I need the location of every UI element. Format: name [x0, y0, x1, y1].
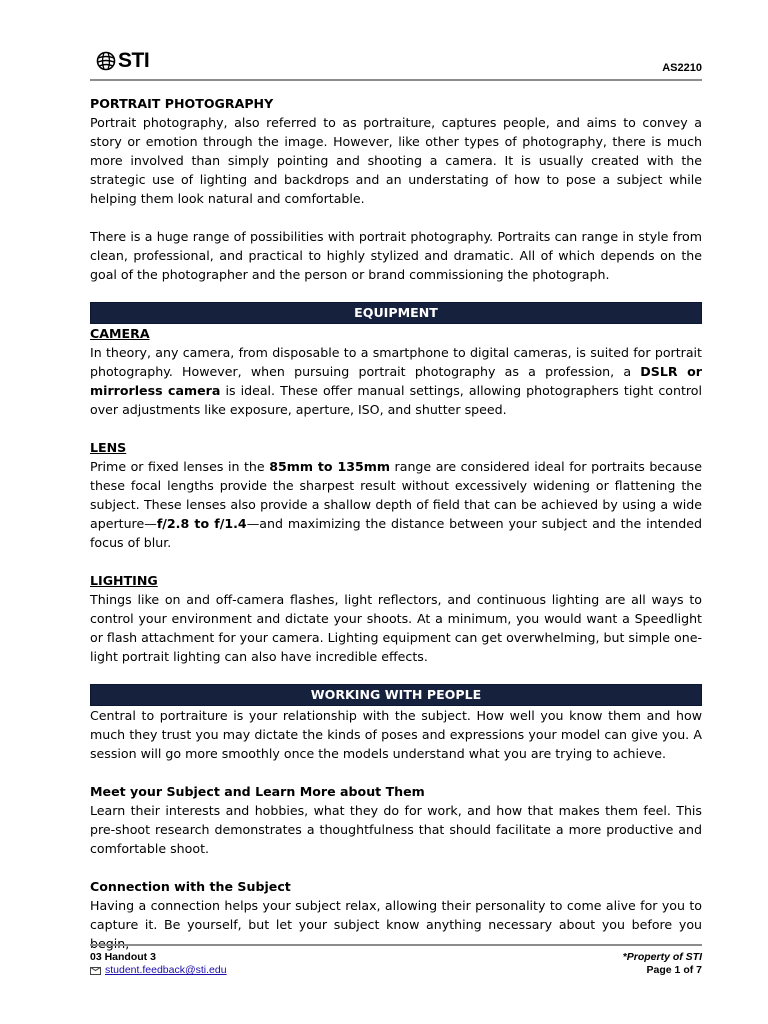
subheading-meet-subject: Meet your Subject and Learn More about Them — [90, 784, 425, 799]
email-row — [90, 964, 227, 977]
lens-focal-range: 85mm to 135mm — [269, 459, 391, 474]
feedback-email-link[interactable]: student.feedback@sti.edu — [105, 964, 227, 976]
footer-divider — [90, 944, 702, 946]
section-heading-equipment: EQUIPMENT — [90, 302, 702, 324]
footer-left — [90, 951, 227, 977]
footer-right — [623, 951, 702, 977]
header-divider — [90, 79, 702, 81]
mail-icon — [90, 967, 101, 975]
handout-label: 03 Handout 3 — [90, 951, 156, 963]
meet-subject-paragraph: Learn their interests and hobbies, what they do for work, and how that makes them feel. This pre-shoot research demonstrates a thoughtfulness that should facilitate a more productive and comfortable shoot. — [90, 803, 702, 856]
connection-paragraph: Having a connection helps your subject relax, allowing their personality to come alive for you to capture it. Be yourself, but let your subject know anything necessary about you before you begin, — [90, 898, 702, 951]
logo-text: STI — [118, 49, 150, 72]
document-code: AS2210 — [662, 62, 702, 74]
lens-aperture-range: f/2.8 to f/1.4 — [156, 516, 247, 531]
page-header — [90, 46, 702, 78]
working-intro-paragraph: Central to portraiture is your relationship with the subject. How well you know them and how much they trust you may dictate the kinds of poses and expressions your model can give you. A session will go more smoothly once the models understand what you are trying to achieve. — [90, 708, 702, 761]
sti-globe-logo-icon — [96, 51, 116, 71]
page-number: Page 1 of 7 — [646, 964, 702, 976]
property-notice: *Property of STI — [622, 951, 702, 963]
lighting-paragraph: Things like on and off-camera flashes, light reflectors, and continuous lighting are all ways to control your environment and dictate your shoots. At a minimum, you would want a Speedlight or flash attachment for your camera. Lighting equipment can get overwhelming, but simple one-light portrait lighting can also have incredible effects. — [90, 592, 702, 664]
intro-paragraph-2: There is a huge range of possibilities with portrait photography. Portraits can range in style from clean, professional, and practical to highly stylized and dramatic. All of which depends on the goal of the photographer and the person or brand commissioning the photograph. — [90, 229, 702, 282]
document-body — [90, 94, 702, 953]
subheading-camera: CAMERA — [90, 326, 150, 341]
subheading-connection: Connection with the Subject — [90, 879, 291, 894]
page-title: PORTRAIT PHOTOGRAPHY — [90, 96, 274, 111]
intro-paragraph-1: Portrait photography, also referred to as portraiture, captures people, and aims to convey a story or emotion through the image. However, like other types of photography, there is much more involved than simply pointing and shooting a camera. It is usually created with the strategic use of lighting and backdrops and an understating of how to pose a subject while helping them look natural and comfortable. — [90, 115, 702, 206]
section-heading-working-with-people: WORKING WITH PEOPLE — [90, 684, 702, 706]
camera-paragraph: In theory, any camera, from disposable to a smartphone to digital cameras, is suited for portrait photography. However, when pursuing portrait photography as a profession, a DSLR or mirrorless camera is ideal. These offer manual settings, allowing photographers tight control over adjustments like exposure, aperture, ISO, and shutter speed. — [90, 345, 702, 417]
subheading-lens: LENS — [90, 440, 127, 455]
camera-emphasis: DSLR or mirrorless camera — [90, 364, 702, 398]
sti-logo — [96, 50, 149, 72]
lens-paragraph: Prime or fixed lenses in the 85mm to 135mm range are considered ideal for portraits because these focal lengths provide the sharpest result without excessively widening or flattening the subject. These lenses also provide a shallow depth of field that can be achieved by using a wide aperture—f/2.8 to f/1.4—and maximizing the distance between your subject and the intended focus of blur. — [90, 459, 702, 550]
subheading-lighting: LIGHTING — [90, 573, 158, 588]
